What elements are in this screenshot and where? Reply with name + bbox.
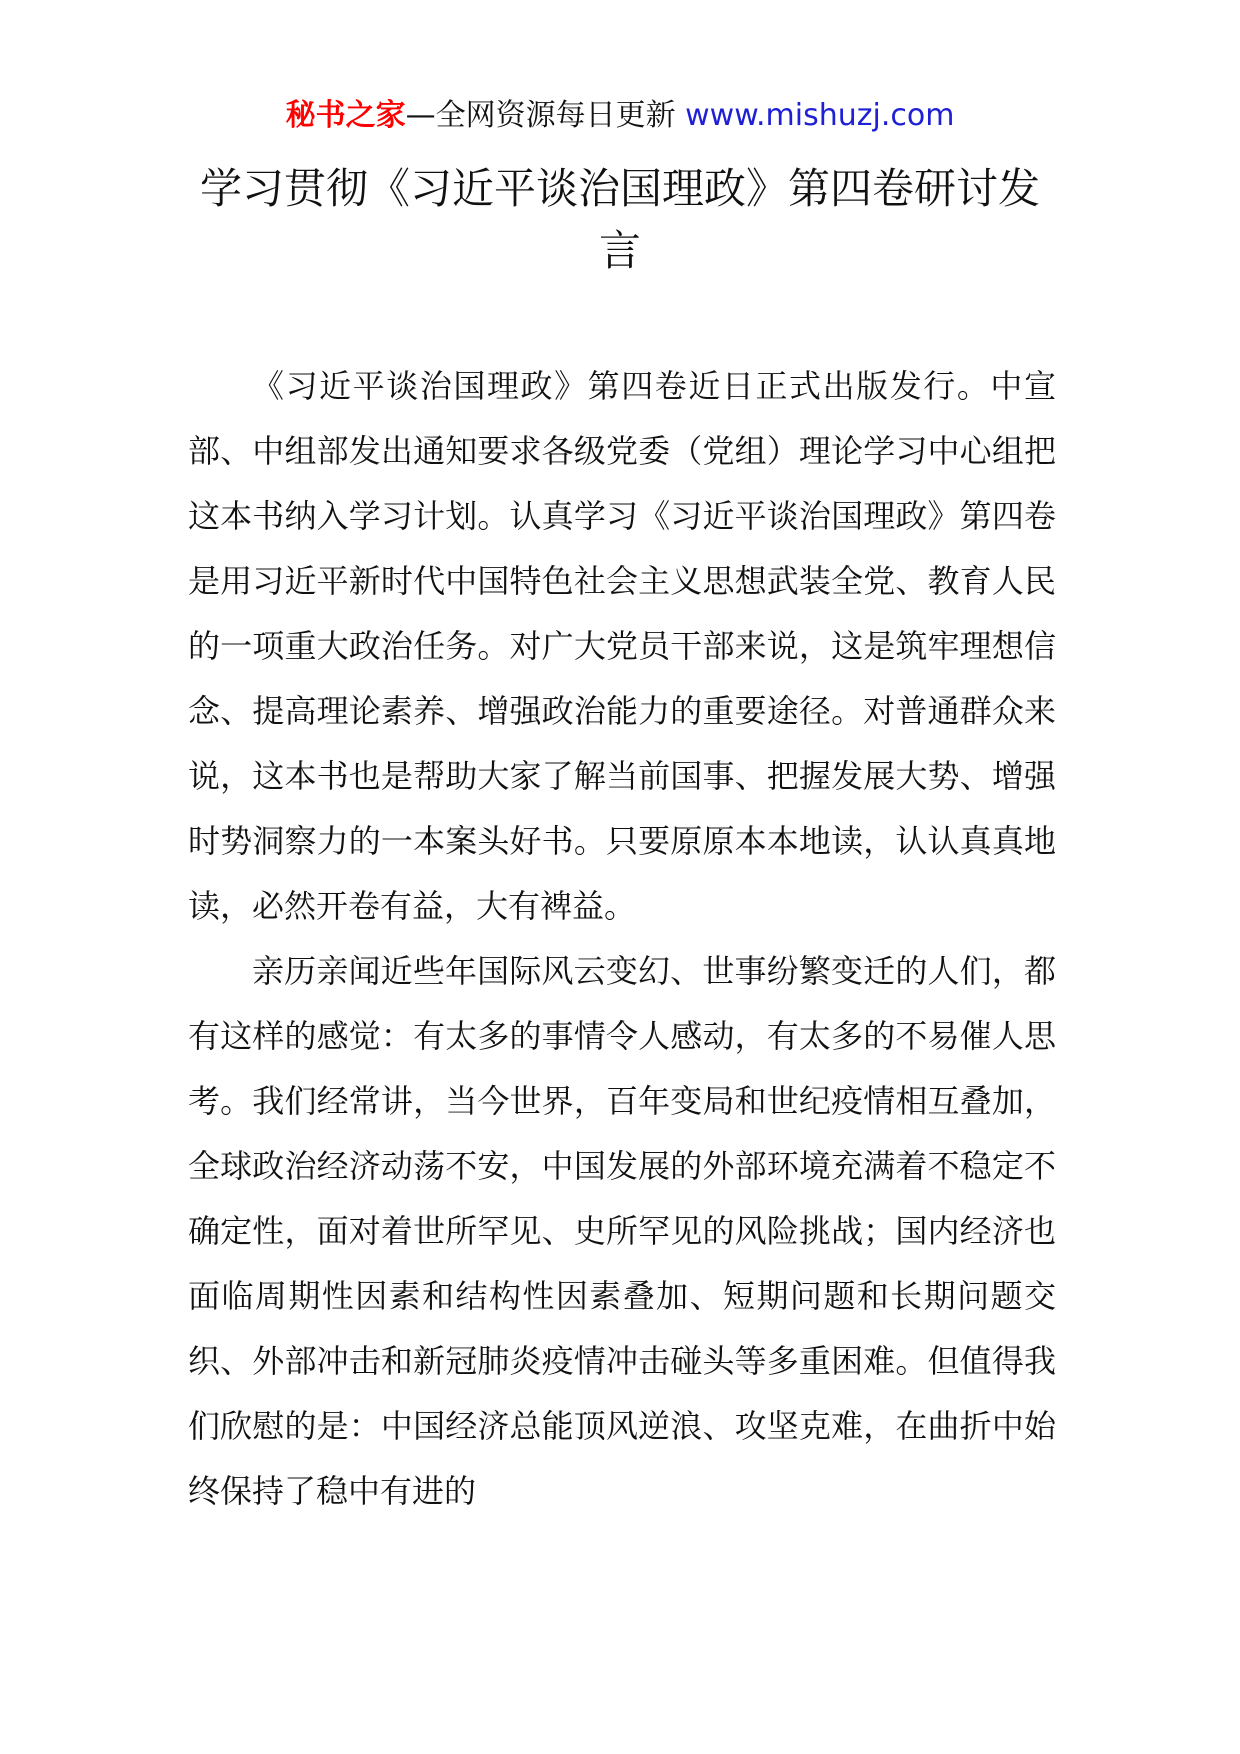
paragraph-2: 亲历亲闻近些年国际风云变幻、世事纷繁变迁的人们，都有这样的感觉：有太多的事情令人感动，有太多的不易催人思考。我们经常讲，当今世界，百年变局和世纪疫情相互叠加，全球政治经济动荡不安，中国发展的外部环境充满着不稳定不确定性，面对着世所罕见、史所罕见的风险挑战；国内经济也面临周期性因素和结构性因素叠加、短期问题和长期问题交织、外部冲击和新冠肺炎疫情冲击碰头等多重困难。但值得我们欣慰的是：中国经济总能顶风逆浪、攻坚克难，在曲折中始终保持了稳中有进的 bbox=[188, 952, 1056, 1510]
document-title: 学习贯彻《习近平谈治国理政》第四卷研讨发言 bbox=[199, 164, 1040, 275]
header-tagline: —全网资源每日更新 bbox=[405, 98, 686, 133]
brand-name: 秘书之家 bbox=[285, 98, 406, 133]
site-header bbox=[0, 96, 1240, 136]
site-url-link[interactable]: www.mishuzj.com bbox=[685, 98, 955, 133]
paragraph-1: 《习近平谈治国理政》第四卷近日正式出版发行。中宣部、中组部发出通知要求各级党委（党组）理论学习中心组把这本书纳入学习计划。认真学习《习近平谈治国理政》第四卷是用习近平新时代中国特色社会主义思想武装全党、教育人民的一项重大政治任务。对广大党员干部来说，这是筑牢理想信念、提高理论素养、增强政治能力的重要途径。对普通群众来说，这本书也是帮助大家了解当前国事、把握发展大势、增强时势洞察力的一本案头好书。只要原原本本地读，认认真真地读，必然开卷有益，大有裨益。 bbox=[188, 367, 1056, 925]
document-body bbox=[188, 354, 1056, 1524]
